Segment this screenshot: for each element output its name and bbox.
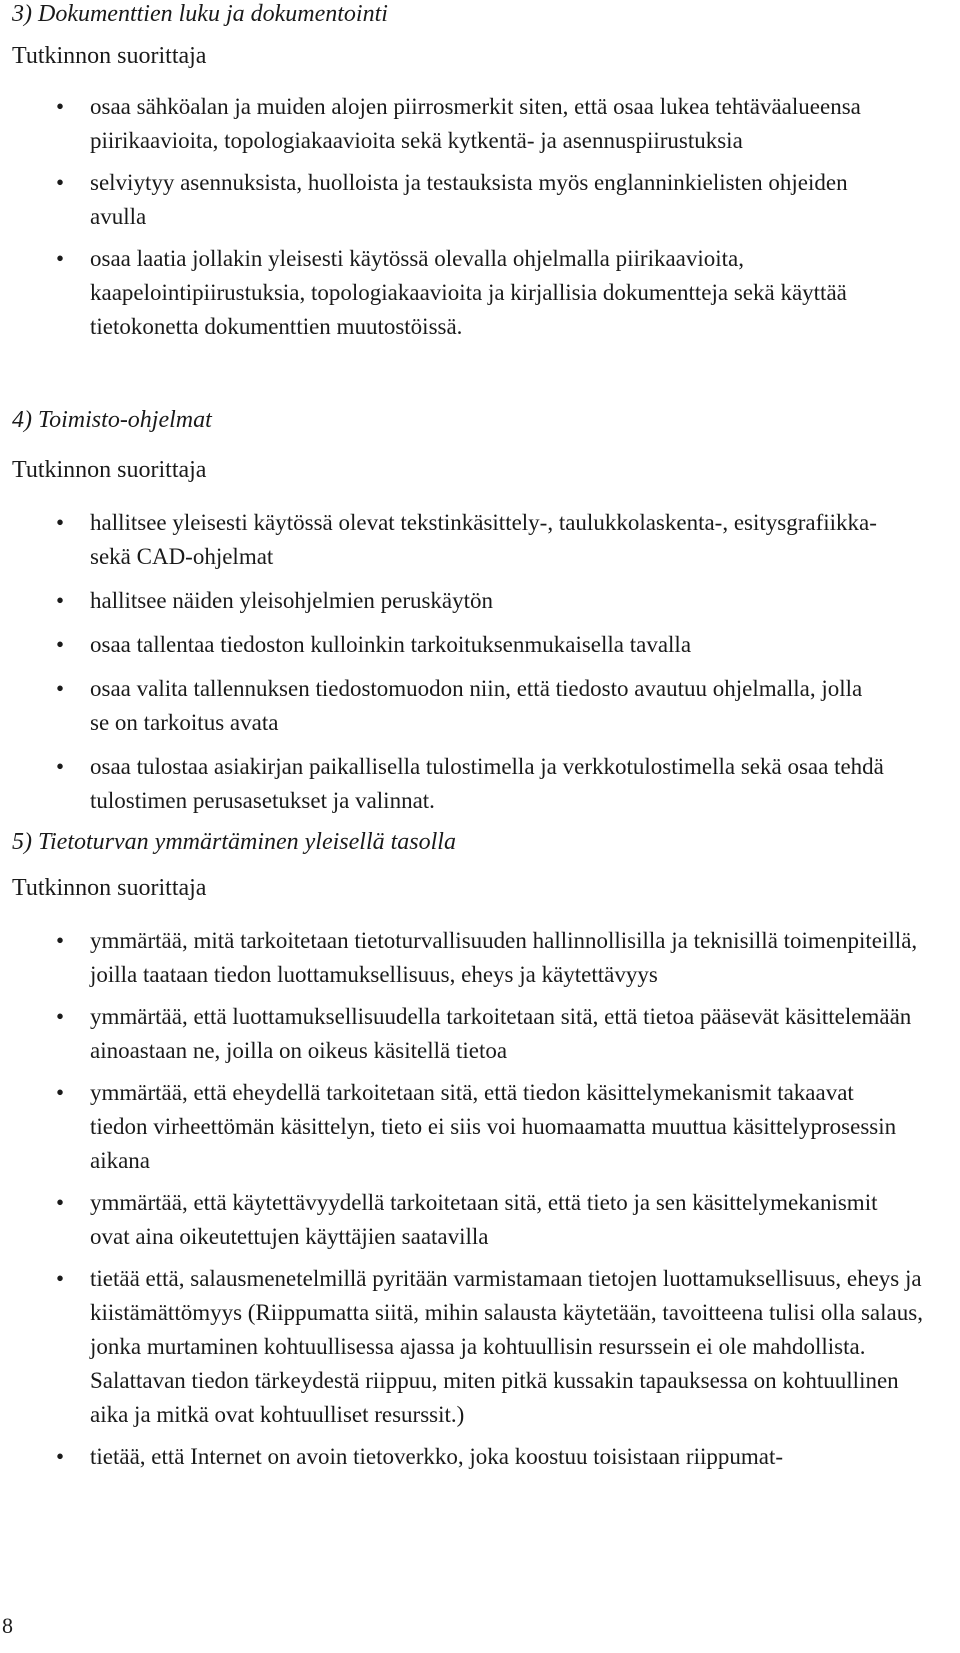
bullet-icon: •: [56, 588, 65, 613]
list-item: [12, 750, 920, 818]
list-item-text: osaa sähköalan ja muiden alojen piirrosmerkit siten, että osaa lukea tehtäväalueensa piirikaavioita, topologiakaavioita sekä kytkentä- ja asennuspiirustuksia: [90, 94, 861, 153]
bullet-icon: •: [56, 170, 65, 195]
section-heading: 4) Toimisto-ohjelmat: [12, 407, 212, 433]
list-item: [12, 672, 870, 740]
list-item-text: osaa tallentaa tiedoston kulloinkin tarkoituksenmukaisella tavalla: [90, 632, 692, 657]
bullet-icon: •: [56, 928, 65, 953]
section-heading: 3) Dokumenttien luku ja dokumentointi: [12, 1, 388, 27]
section-3: [12, 0, 942, 344]
list-item-text: ymmärtää, mitä tarkoitetaan tietoturvallisuuden hallinnollisilla ja teknisillä toimenpiteillä, joilla taataan tiedon luottamuksellisuus, eheys ja käytettävyys: [90, 928, 918, 987]
list-item: [12, 628, 942, 662]
list-item-text: hallitsee näiden yleisohjelmien peruskäytön: [90, 588, 494, 613]
page-number: 8: [2, 1613, 13, 1638]
bullet-list: [12, 90, 942, 344]
bullet-icon: •: [56, 246, 65, 271]
list-item: [12, 242, 910, 344]
list-item-text: tietää, että Internet on avoin tietoverkko, joka koostuu toisistaan riippumat-: [90, 1444, 784, 1469]
section-heading: 5) Tietoturvan ymmärtäminen yleisellä tasolla: [12, 829, 456, 855]
list-item-text: tietää että, salausmenetelmillä pyritään varmistamaan tietojen luottamuksellisuus, eheys ja kiistämättömyys (Riippumatta siitä, mihin salausta käytetään, tavoitteena tulisi olla salaus, jonka murtaminen kohtuullisessa ajassa ja kohtuullisin resurssein ei ole mahdollista. Salattavan tiedon tärkeydestä riippuu, miten pitkä kussakin tapauksessa on kohtuullinen aika ja mitkä ovat kohtuulliset resurssit.): [90, 1266, 923, 1427]
bullet-icon: •: [56, 510, 65, 535]
list-item-text: osaa laatia jollakin yleisesti käytössä olevalla ohjelmalla piirikaavioita, kaapelointipiirustuksia, topologiakaavioita ja kirjallisia dokumentteja sekä käyttää tietokonetta dokumenttien muutostöissä.: [90, 246, 847, 339]
list-item: [12, 166, 890, 234]
list-item: [12, 90, 890, 158]
list-item-text: hallitsee yleisesti käytössä olevat tekstinkäsittely-, taulukkolaskenta-, esitysgrafiikka- sekä CAD-ohjelmat: [90, 510, 877, 569]
section-subheading: Tutkinnon suorittaja: [12, 43, 207, 69]
bullet-icon: •: [56, 1190, 65, 1215]
list-item: [12, 1000, 920, 1068]
list-item: [12, 1440, 940, 1474]
section-4: [12, 406, 942, 818]
list-item: [12, 924, 940, 992]
list-item: [12, 506, 890, 574]
list-item-text: osaa valita tallennuksen tiedostomuodon niin, että tiedosto avautuu ohjelmalla, jolla se on tarkoitus avata: [90, 676, 863, 735]
section-subheading: Tutkinnon suorittaja: [12, 875, 207, 901]
list-item-text: osaa tulostaa asiakirjan paikallisella tulostimella ja verkkotulostimella sekä osaa tehdä tulostimen perusasetukset ja valinnat.: [90, 754, 884, 813]
list-item: [12, 1076, 910, 1178]
bullet-list: [12, 506, 942, 818]
bullet-icon: •: [56, 1080, 65, 1105]
list-item: [12, 1186, 920, 1254]
list-item-text: ymmärtää, että käytettävyydellä tarkoitetaan sitä, että tieto ja sen käsittelymekanismit ovat aina oikeutettujen käyttäjien saatavilla: [90, 1190, 878, 1249]
bullet-icon: •: [56, 94, 65, 119]
bullet-icon: •: [56, 632, 65, 657]
list-item-text: ymmärtää, että luottamuksellisuudella tarkoitetaan sitä, että tietoa pääsevät käsittelemään ainoastaan ne, joilla on oikeus käsitellä tietoa: [90, 1004, 912, 1063]
list-item-text: selviytyy asennuksista, huolloista ja testauksista myös englanninkielisten ohjeiden avulla: [90, 170, 848, 229]
section-5: [12, 828, 942, 1474]
bullet-icon: •: [56, 754, 65, 779]
bullet-icon: •: [56, 676, 65, 701]
section-subheading: Tutkinnon suorittaja: [12, 457, 207, 483]
list-item: [12, 1262, 930, 1432]
bullet-icon: •: [56, 1004, 65, 1029]
list-item: [12, 584, 942, 618]
list-item-text: ymmärtää, että eheydellä tarkoitetaan sitä, että tiedon käsittelymekanismit takaavat tiedon virheettömän käsittelyn, tieto ei siis voi huomaamatta muuttua käsittelyprosessin aikana: [90, 1080, 897, 1173]
bullet-icon: •: [56, 1266, 65, 1291]
bullet-icon: •: [56, 1444, 65, 1469]
bullet-list: [12, 924, 942, 1474]
